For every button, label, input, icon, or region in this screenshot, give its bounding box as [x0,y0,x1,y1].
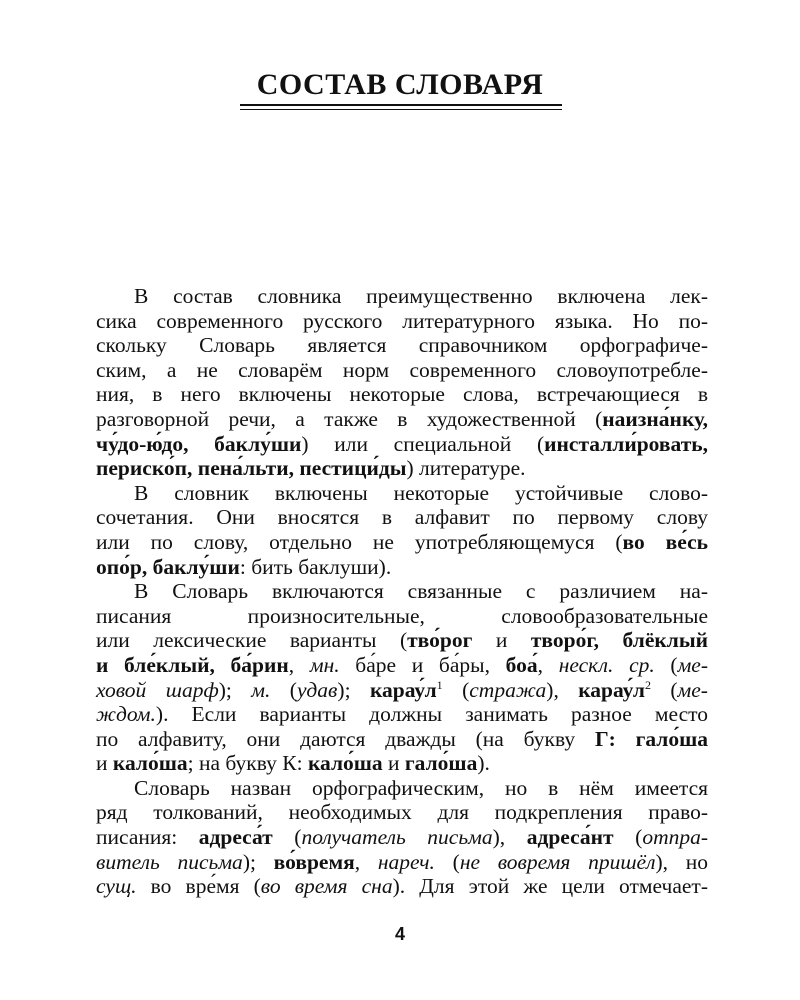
text-line: ния, в него включены некоторые слова, встречающиеся в [96,382,708,407]
page-number: 4 [394,924,405,944]
text-line: по алфавиту, они даются дважды (на букву Г: гало́ша [96,726,708,751]
text-line: В состав словника преимущественно включена лек- [134,284,708,308]
text-line: сущ. во вре́мя (во время сна). Для этой же цели отмечает- [96,874,708,899]
text-line: писания произносительные, словообразовательные [96,603,708,628]
text-line: чу́до-ю́до, баклу́ши) или специальной (инсталли́ровать, [96,431,708,456]
text-line: сика современного русского литературного языка. Но по- [96,308,708,333]
text-line: ховой шарф); м. (удав); $карау́л^1$ (стража), $карау́л^2$ (ме- [96,677,708,702]
text-line: ждом.). Если варианты должны занимать разное место [96,702,708,727]
text-line: Словарь назван орфографическим, но в нём имеется [134,775,708,800]
text-line: сочетания. Они вносятся в алфавит по первому слову [96,505,708,530]
page-title: СОСТАВ СЛОВАРЯ [256,68,544,101]
text-line: опо́р, баклу́ши: бить баклуши). [96,554,392,579]
text-line: ряд толкований, необходимых для подкрепления право- [96,800,708,825]
title-underline-thick [240,104,562,106]
text-line: периско́п, пена́льти, пестици́ды) литературе. [96,456,526,481]
text-line: писания: адреса́т (получатель письма), адреса́нт (отпра- [96,825,708,850]
text-line: ским, а не словарём норм современного словоупотребле- [96,357,708,382]
title-underline-thin [240,109,562,110]
text-line: скольку Словарь является справочником орфографиче- [96,333,708,358]
text-line: или по слову, отдельно не употребляющемуся (во ве́сь [96,529,708,554]
text-line: В словник включены некоторые устойчивые слово- [134,480,708,505]
text-line: и кало́ша; на букву К: кало́ша и гало́ша). [96,751,490,776]
text-line: витель письма); во́время, нареч. (не вовремя пришёл), но [96,849,709,874]
text-line: В Словарь включаются связанные с различием на- [134,579,708,604]
body-text [96,284,708,899]
text-line: и бле́клый, ба́рин, мн. ба́ре и ба́ры, боа́, нескл. ср. (ме- [96,652,709,677]
text-line: или лексические варианты (тво́рог и творо́г, блёклый [96,628,708,653]
text-line: разговорной речи, а также в художественной (наизна́нку, [96,406,708,431]
